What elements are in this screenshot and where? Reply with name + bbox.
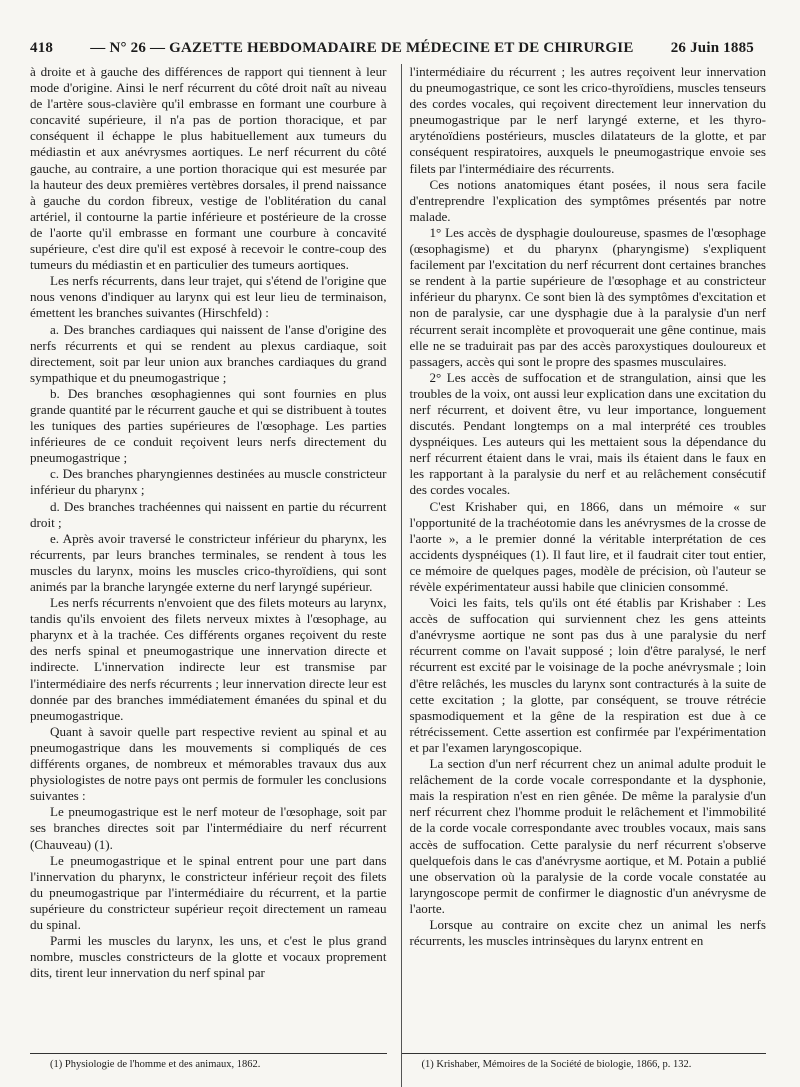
article-columns <box>30 64 766 1087</box>
paragraph: Ces notions anatomiques étant posées, il nous sera facile d'entreprendre l'explication des symptômes présentés par notre malade. <box>409 176 766 224</box>
paragraph: à droite et à gauche des différences de rapport qui tiennent à leur mode d'origine. Ainsi le nerf récurrent du côté droit naît au niveau de l'artère sous-clavière qu'il embrasse en formant une courbure à concavité supérieure, il n'a pas de portion thoracique, et par conséquent il échappe le plus habituellement aux tumeurs du médiastin et aux anévrysmes aortiques. Le nerf récurrent du côté gauche, au contraire, a une portion thoracique qui est mesurée par la hauteur des deux premières vertèbres dorsales, il prend naissance à gauche du cordon fibreux, vestige de l'oblitération du canal artériel, il contourne la partie inférieure et postérieure de la crosse de l'aorte qu'il embrasse en formant une courbure à concavité supérieure, c'est dire qu'il est exposé à recevoir le contre-coup des tumeurs du médiastin et en particulier des tumeurs aortiques. <box>30 64 387 273</box>
paragraph: Le pneumogastrique est le nerf moteur de l'œsophage, soit par ses branches directes soit par l'intermédiaire du nerf récurrent (Chauveau) (1). <box>30 804 387 852</box>
paragraph: c. Des branches pharyngiennes destinées au muscle constricteur inférieur du pharynx ; <box>30 466 387 498</box>
paragraph: Quant à savoir quelle part respective revient au spinal et au pneumogastrique dans les mouvements si compliqués de ces différents organes, de nombreux et mémorables travaux dus aux physiologistes de notre pays ont permis de formuler les conclusions suivantes : <box>30 723 387 804</box>
paragraph: Le pneumogastrique et le spinal entrent pour une part dans l'innervation du pharynx, le constricteur inférieur reçoit des filets du pneumogastrique par l'intermédiaire du récurrent, et la partie supérieure du constricteur supérieur reçoit directement un rameau du spinal. <box>30 852 387 932</box>
left-column-text <box>30 64 387 981</box>
paragraph: Parmi les muscles du larynx, les uns, et c'est le plus grand nombre, muscles constricteurs de la glotte et vocaux proprement dits, tirent leur innervation du nerf spinal par <box>30 933 387 981</box>
issue-date: 26 Juin 1885 <box>670 40 754 56</box>
paragraph: Voici les faits, tels qu'ils ont été établis par Krishaber : Les accès de suffocation qui surviennent chez les gens atteints d'anévrysme aortique ne sont pas dus à une paralysie du nerf récurrent comme on l'avait supposé ; loin d'être paralysé, le nerf récurrent est excité par le voisinage de la poche anévrysmale ; loin d'être relâchés, les muscles du larynx sont contracturés à la suite de cette excitation ; la glotte, par conséquent, se trouve rétrécie spasmodiquement et la gêne de la respiration est due à ce rétrécissement. Cette assertion est confirmée par l'expérimentation et par l'examen laryngoscopique. <box>409 595 766 755</box>
right-column <box>401 64 767 1087</box>
paragraph: a. Des branches cardiaques qui naissent de l'anse d'origine des nerfs récurrents et qui se rendent au plexus cardiaque, soit directement, soit par leur union aux branches cardiaques du grand sympathique et du pneumogastrique ; <box>30 321 387 385</box>
journal-title-line <box>53 40 671 57</box>
footnote: (1) Krishaber, Mémoires de la Société de biologie, 1866, p. 132. <box>421 1059 692 1070</box>
paragraph: l'intermédiaire du récurrent ; les autres reçoivent leur innervation du pneumogastrique, ce sont les crico-thyroïdiens, muscles tenseurs des cordes vocales, qui reçoivent directement leur innervation du pneumogastrique par le nerf laryngé externe, et les thyro-aryténoïdiens postérieurs, muscles dilatateurs de la glotte, et par conséquent respiratoires, auxquels le pneumogastrique envoie ses filets par l'intermédiaire des récurrents. <box>409 64 766 176</box>
left-column <box>30 64 387 1087</box>
page-number: 418 <box>30 40 54 56</box>
issue-number: — N° 26 — <box>90 40 166 56</box>
paragraph: 1° Les accès de dysphagie douloureuse, spasmes de l'œsophage (œsophagisme) et du pharynx (pharyngisme) s'expliquent facilement par l'excitation du nerf récurrent dont certaines branches se rendent à la partie supérieure de l'œsophage et au constricteur inférieur du pharynx. Ce sont bien là des symptômes d'excitation et non de paralysie, car une dysphagie due à la paralysie d'un nerf récurrent serait incomplète et provoquerait une gêne continue, mais elle ne se traduirait pas par des accès paroxystiques douloureux et passagers, accès qui sont le propre des spasmes musculaires. <box>409 224 766 369</box>
page-header <box>30 40 754 57</box>
paragraph: Lorsque au contraire on excite chez un animal les nerfs récurrents, les muscles intrinsèques du larynx entrent en <box>409 916 766 949</box>
paragraph: e. Après avoir traversé le constricteur inférieur du pharynx, les récurrents, par leurs branches terminales, se rendent à tous les muscles du larynx, moins les muscles crico-thyroïdiens, qui sont animés par la branche laryngée externe du nerf laryngé supérieur. <box>30 530 387 594</box>
right-footnote-area <box>402 1053 767 1071</box>
journal-name: GAZETTE HEBDOMADAIRE DE MÉDECINE ET DE CHIRURGIE <box>169 40 634 56</box>
footnote-divider <box>30 1053 387 1054</box>
footnote-divider <box>402 1053 767 1054</box>
footnote: (1) Physiologie de l'homme et des animaux, 1862. <box>50 1059 261 1070</box>
paragraph: C'est Krishaber qui, en 1866, dans un mémoire « sur l'opportunité de la trachéotomie dans les anévrysmes de la crosse de l'aorte », a le premier donné la véritable interprétation de ces accidents dyspnéiques (1). Il faut lire, et il faudrait citer tout entier, ce mémoire de quelques pages, modèle de précision, où l'auteur se révèle expérimentateur aussi habile que clinicien consommé. <box>409 498 766 594</box>
paragraph: 2° Les accès de suffocation et de strangulation, ainsi que les troubles de la voix, ont aussi leur explication dans une excitation du nerf récurrent, et doivent être, vu leur importance, longuement discutés. Pendant longtemps on a mal interprété ces troubles dyspnéiques. Les auteurs qui les mettaient sous la dépendance du nerf récurrent étaient dans le vrai, mais ils étaient dans le faux en les rapportant à la paralysie du nerf et au relâchement consécutif des cordes vocales. <box>409 369 766 498</box>
left-footnote-area <box>30 1053 387 1071</box>
right-column-text <box>410 64 767 949</box>
paragraph: Les nerfs récurrents, dans leur trajet, qui s'étend de l'origine que nous venons d'indiquer au larynx qui est leur lieu de terminaison, émettent les branches suivantes (Hirschfeld) : <box>30 273 387 321</box>
paragraph: Les nerfs récurrents n'envoient que des filets moteurs au larynx, tandis qu'ils envoient des filets nerveux mixtes à l'œsophage, au pharynx et à la trachée. Ces différents organes reçoivent du reste des nerfs spinal et pneumogastrique une innervation directe et indirecte. L'innervation indirecte leur est transmise par l'intermédiaire des nerfs récurrents ; leur innervation directe leur est donnée par des branches immédiatement émanées du spinal et du pneumogastrique. <box>30 595 387 723</box>
paragraph: b. Des branches œsophagiennes qui sont fournies en plus grande quantité par le récurrent gauche et qui se distribuent à toutes les tuniques des parties supérieures de l'œsophage. Les parties inférieures de ce conduit reçoivent leurs nerfs directement du pneumogastrique ; <box>30 385 387 466</box>
paragraph: d. Des branches trachéennes qui naissent en partie du récurrent droit ; <box>30 498 387 530</box>
paragraph: La section d'un nerf récurrent chez un animal adulte produit le relâchement de la corde vocale correspondante et la dysphonie, mais la respiration n'est en rien gênée. De même la paralysie d'un nerf récurrent chez l'homme produit le relâchement et l'immobilité de la corde vocale correspondante avec troubles vocaux, mais sans accès de suffocation. Cette paralysie du nerf récurrent s'observe quelquefois dans le cas d'anévrysme aortique, et M. Potain a publié une observation où la paralysie de la corde vocale constatée au laryngoscope permit de confirmer le diagnostic d'un anévrysme de l'aorte. <box>409 756 766 916</box>
